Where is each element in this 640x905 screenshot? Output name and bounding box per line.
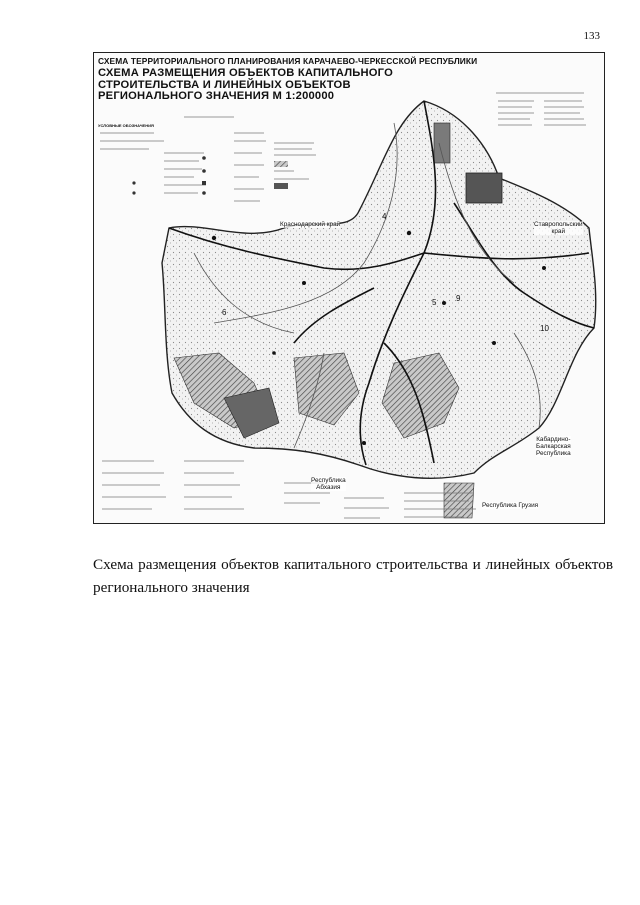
- figure-caption: Схема размещения объектов капитального строительства и линейных объектов регионального значения: [93, 556, 613, 596]
- district-number: 10: [540, 324, 549, 333]
- urban-area: [466, 173, 502, 203]
- legend-top-right: [496, 93, 586, 125]
- district-number: 5: [432, 298, 437, 307]
- hatched-zone-4: [444, 483, 474, 518]
- map-title-block: [98, 57, 498, 103]
- region-label-stavropol: Ставропольский край: [534, 221, 583, 236]
- district-number: 6: [222, 308, 227, 317]
- map-title-line1: СХЕМА ТЕРРИТОРИАЛЬНОГО ПЛАНИРОВАНИЯ КАРАЧАЕВО-ЧЕРКЕССКОЙ РЕСПУБЛИКИ: [98, 56, 478, 66]
- region-label-krasnodar: Краснодарский край: [280, 221, 341, 228]
- region-label-kbr: Кабардино- Балкарская Республика: [536, 436, 571, 458]
- region-label-georgia: Республика Грузия: [482, 502, 539, 509]
- page-number: 133: [583, 30, 600, 42]
- region-label-abkhazia: Республика Абхазия: [311, 477, 346, 492]
- district-number: 4: [382, 212, 387, 221]
- map-artwork: [94, 53, 604, 523]
- legend-heading: УСЛОВНЫЕ ОБОЗНАЧЕНИЯ: [98, 123, 154, 128]
- territorial-planning-map: [93, 52, 605, 524]
- legend-symbols: [132, 156, 288, 195]
- district-number: 9: [456, 294, 461, 303]
- map-title-main: СХЕМА РАЗМЕЩЕНИЯ ОБЪЕКТОВ КАПИТАЛЬНОГО СТРОИТЕЛЬСТВА И ЛИНЕЙНЫХ ОБЪЕКТОВ РЕГИОНАЛЬНОГО ЗНАЧЕНИЯ М 1:200000: [98, 66, 393, 103]
